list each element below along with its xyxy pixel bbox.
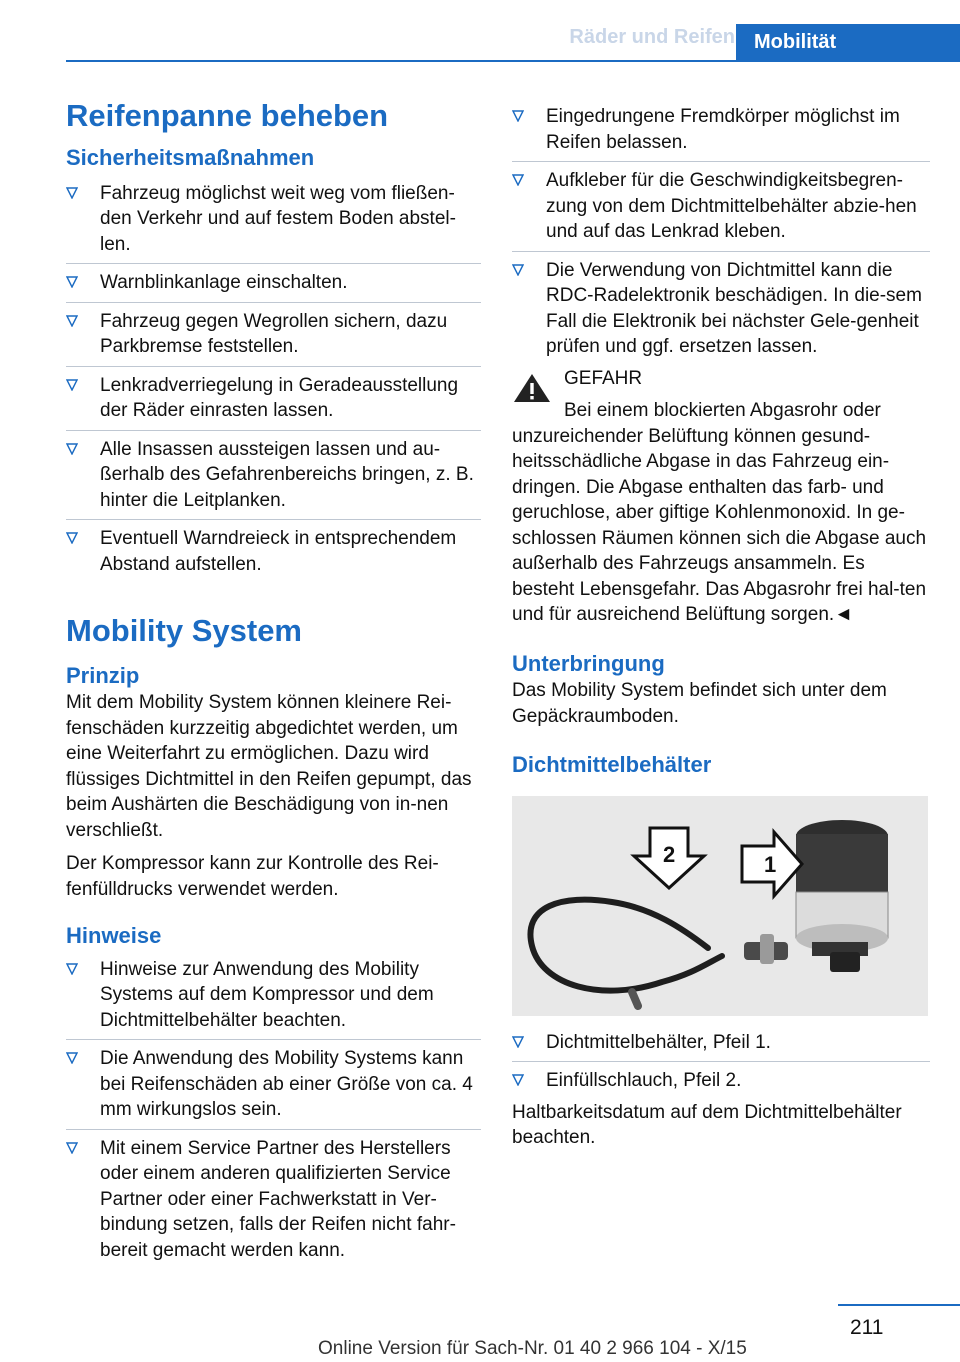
divider: [66, 302, 481, 303]
subheading-prinzip: Prinzip: [66, 662, 140, 688]
list-item-text: Mit einem Service Partner des Herstellers oder einem anderen qualifizierten Service Partner oder einer Fachwerkstatt in Ver-bindung setzen, falls der Reifen nicht fahr-bereit gemacht werden kann.: [100, 1137, 456, 1261]
list-item: [66, 1136, 481, 1264]
list-item-text: Alle Insassen aussteigen lassen und au-ßerhalb des Gefahrenbereichs bringen, z. B. hinter die Leitplanken.: [100, 438, 474, 511]
list-item-text: Hinweise zur Anwendung des Mobility Systems auf dem Kompressor und dem Dichtmittelbehälter beachten.: [100, 958, 434, 1031]
closing-paragraph: Haltbarkeitsdatum auf dem Dichtmittelbehälter beachten.: [512, 1101, 902, 1149]
triangle-bullet-icon: [66, 315, 78, 327]
triangle-bullet-icon: [66, 532, 78, 544]
sealant-container-illustration: [512, 796, 928, 1016]
prinzip-paragraph-2: Der Kompressor kann zur Kontrolle des Rei-fenfülldrucks verwendet werden.: [66, 853, 439, 900]
list-item: [512, 168, 930, 252]
danger-label: GEFAHR: [564, 367, 643, 389]
arrow-2-label: 2: [663, 841, 676, 867]
list-item-text: Warnblinkanlage einschalten.: [100, 272, 348, 294]
hinweise-list: [66, 957, 481, 1264]
danger-text: Bei einem blockierten Abgasrohr oder unzureichender Belüftung können gesund-heitsschädliche Abgase in das Fahrzeug ein-dringen. Die Abgase enthalten das farb- und geruchlose, aber giftige Kohlenmonoxid. In ge-schlossen Räumen können sich die Abgase auch außerhalb des Fahrzeugs ansammeln. Es besteht Lebensgefahr. Das Abgasrohr frei hal-ten und für ausreichend Belüftung sorgen.◄: [512, 400, 927, 625]
divider: [66, 430, 481, 431]
list-item-text: Fahrzeug möglichst weit weg vom fließen-den Verkehr und auf festem Boden abstel-len.: [100, 182, 456, 255]
list-item-text: Aufkleber für die Geschwindigkeitsbegren-zung von dem Dichtmittelbehälter abzie-hen und auf das Lenkrad kleben.: [546, 170, 917, 242]
triangle-bullet-icon: [512, 1036, 524, 1048]
page-number: 211: [850, 1316, 884, 1339]
divider: [66, 1039, 481, 1040]
list-item: [66, 309, 481, 367]
figure-legend-list: [512, 1030, 930, 1094]
triangle-bullet-icon: [66, 187, 78, 199]
triangle-bullet-icon: [66, 1142, 78, 1154]
subheading-dichtmittelbehaelter: Dichtmittelbehälter: [512, 752, 712, 778]
list-item: [512, 258, 930, 360]
arrow-1-label: 1: [764, 851, 777, 877]
prinzip-paragraph-1: Mit dem Mobility System können kleinere Rei-fenschäden kurzzeitig abgedichtet werden, um eine Weiterfahrt zu ermöglichen. Dazu wird flüssiges Dichtmittel in den Reifen gepumpt, das beim Aushärten die Beschädigung von in-nen verschließt.: [66, 692, 472, 841]
list-item-text: Lenkradverriegelung in Geradeausstellung der Räder einrasten lassen.: [100, 374, 459, 422]
triangle-bullet-icon: [66, 276, 78, 288]
divider: [66, 519, 481, 520]
continued-list: [512, 104, 930, 360]
subheading-hinweise: Hinweise: [66, 923, 162, 949]
triangle-bullet-icon: [66, 1052, 78, 1064]
triangle-bullet-icon: [512, 264, 524, 276]
list-item-text: Die Verwendung von Dichtmittel kann die RDC-Radelektronik beschädigen. In die-sem Fall die Elektronik bei nächster Gele-genheit prüfen und ggf. ersetzen lassen.: [546, 259, 922, 357]
list-item: [66, 526, 481, 577]
list-item-text: Die Anwendung des Mobility Systems kann bei Reifenschäden ab einer Größe von ca. 4 mm wirkungslos sein.: [100, 1048, 473, 1121]
page-header: [0, 0, 960, 62]
list-item: [66, 437, 481, 521]
divider: [66, 1129, 481, 1130]
list-item: [66, 270, 481, 303]
list-item: [512, 1030, 930, 1063]
triangle-bullet-icon: [512, 110, 524, 122]
list-item: [66, 373, 481, 431]
header-rule: [66, 60, 960, 62]
footer-rule: [838, 1304, 960, 1306]
divider: [512, 161, 930, 162]
right-column: [512, 104, 930, 1151]
warning-triangle-icon: [512, 372, 552, 404]
list-item-text: Eingedrungene Fremdkörper möglichst im Reifen belassen.: [546, 106, 900, 153]
triangle-bullet-icon: [512, 1074, 524, 1086]
list-item: [512, 1068, 930, 1094]
list-item-text: Einfüllschlauch, Pfeil 2.: [546, 1070, 742, 1092]
triangle-bullet-icon: [66, 443, 78, 455]
list-item: [66, 1046, 481, 1130]
triangle-bullet-icon: [66, 963, 78, 975]
left-column: [66, 96, 481, 1269]
version-note: Online Version für Sach-Nr. 01 40 2 966 104 - X/15: [318, 1338, 747, 1359]
divider: [512, 251, 930, 252]
divider: [66, 366, 481, 367]
page-footer: [0, 1300, 960, 1362]
list-item-text: Eventuell Warndreieck in entsprechendem Abstand aufstellen.: [100, 528, 457, 575]
unterbringung-paragraph: Das Mobility System befindet sich unter dem Gepäckraumboden.: [512, 680, 887, 727]
triangle-bullet-icon: [512, 174, 524, 186]
list-item-text: Fahrzeug gegen Wegrollen sichern, dazu Parkbremse feststellen.: [100, 310, 448, 358]
divider: [512, 1061, 930, 1062]
list-item: [512, 104, 930, 162]
subheading-unterbringung: Unterbringung: [512, 650, 665, 676]
tab-mobilitaet[interactable]: Mobilität: [736, 24, 960, 60]
tab-raeder-und-reifen[interactable]: Räder und Reifen: [569, 26, 735, 48]
safety-list: [66, 181, 481, 578]
list-item: [66, 181, 481, 265]
subheading-sicherheitsmassnahmen: Sicherheitsmaßnahmen: [66, 145, 315, 171]
section-title-reifenpanne: Reifenpanne beheben: [66, 98, 389, 133]
sealant-container-figure: [512, 796, 928, 1016]
section-title-mobility-system: Mobility System: [66, 613, 302, 649]
triangle-bullet-icon: [66, 379, 78, 391]
list-item: [66, 957, 481, 1041]
list-item-text: Dichtmittelbehälter, Pfeil 1.: [546, 1031, 771, 1053]
divider: [66, 263, 481, 264]
danger-box: [512, 366, 930, 628]
